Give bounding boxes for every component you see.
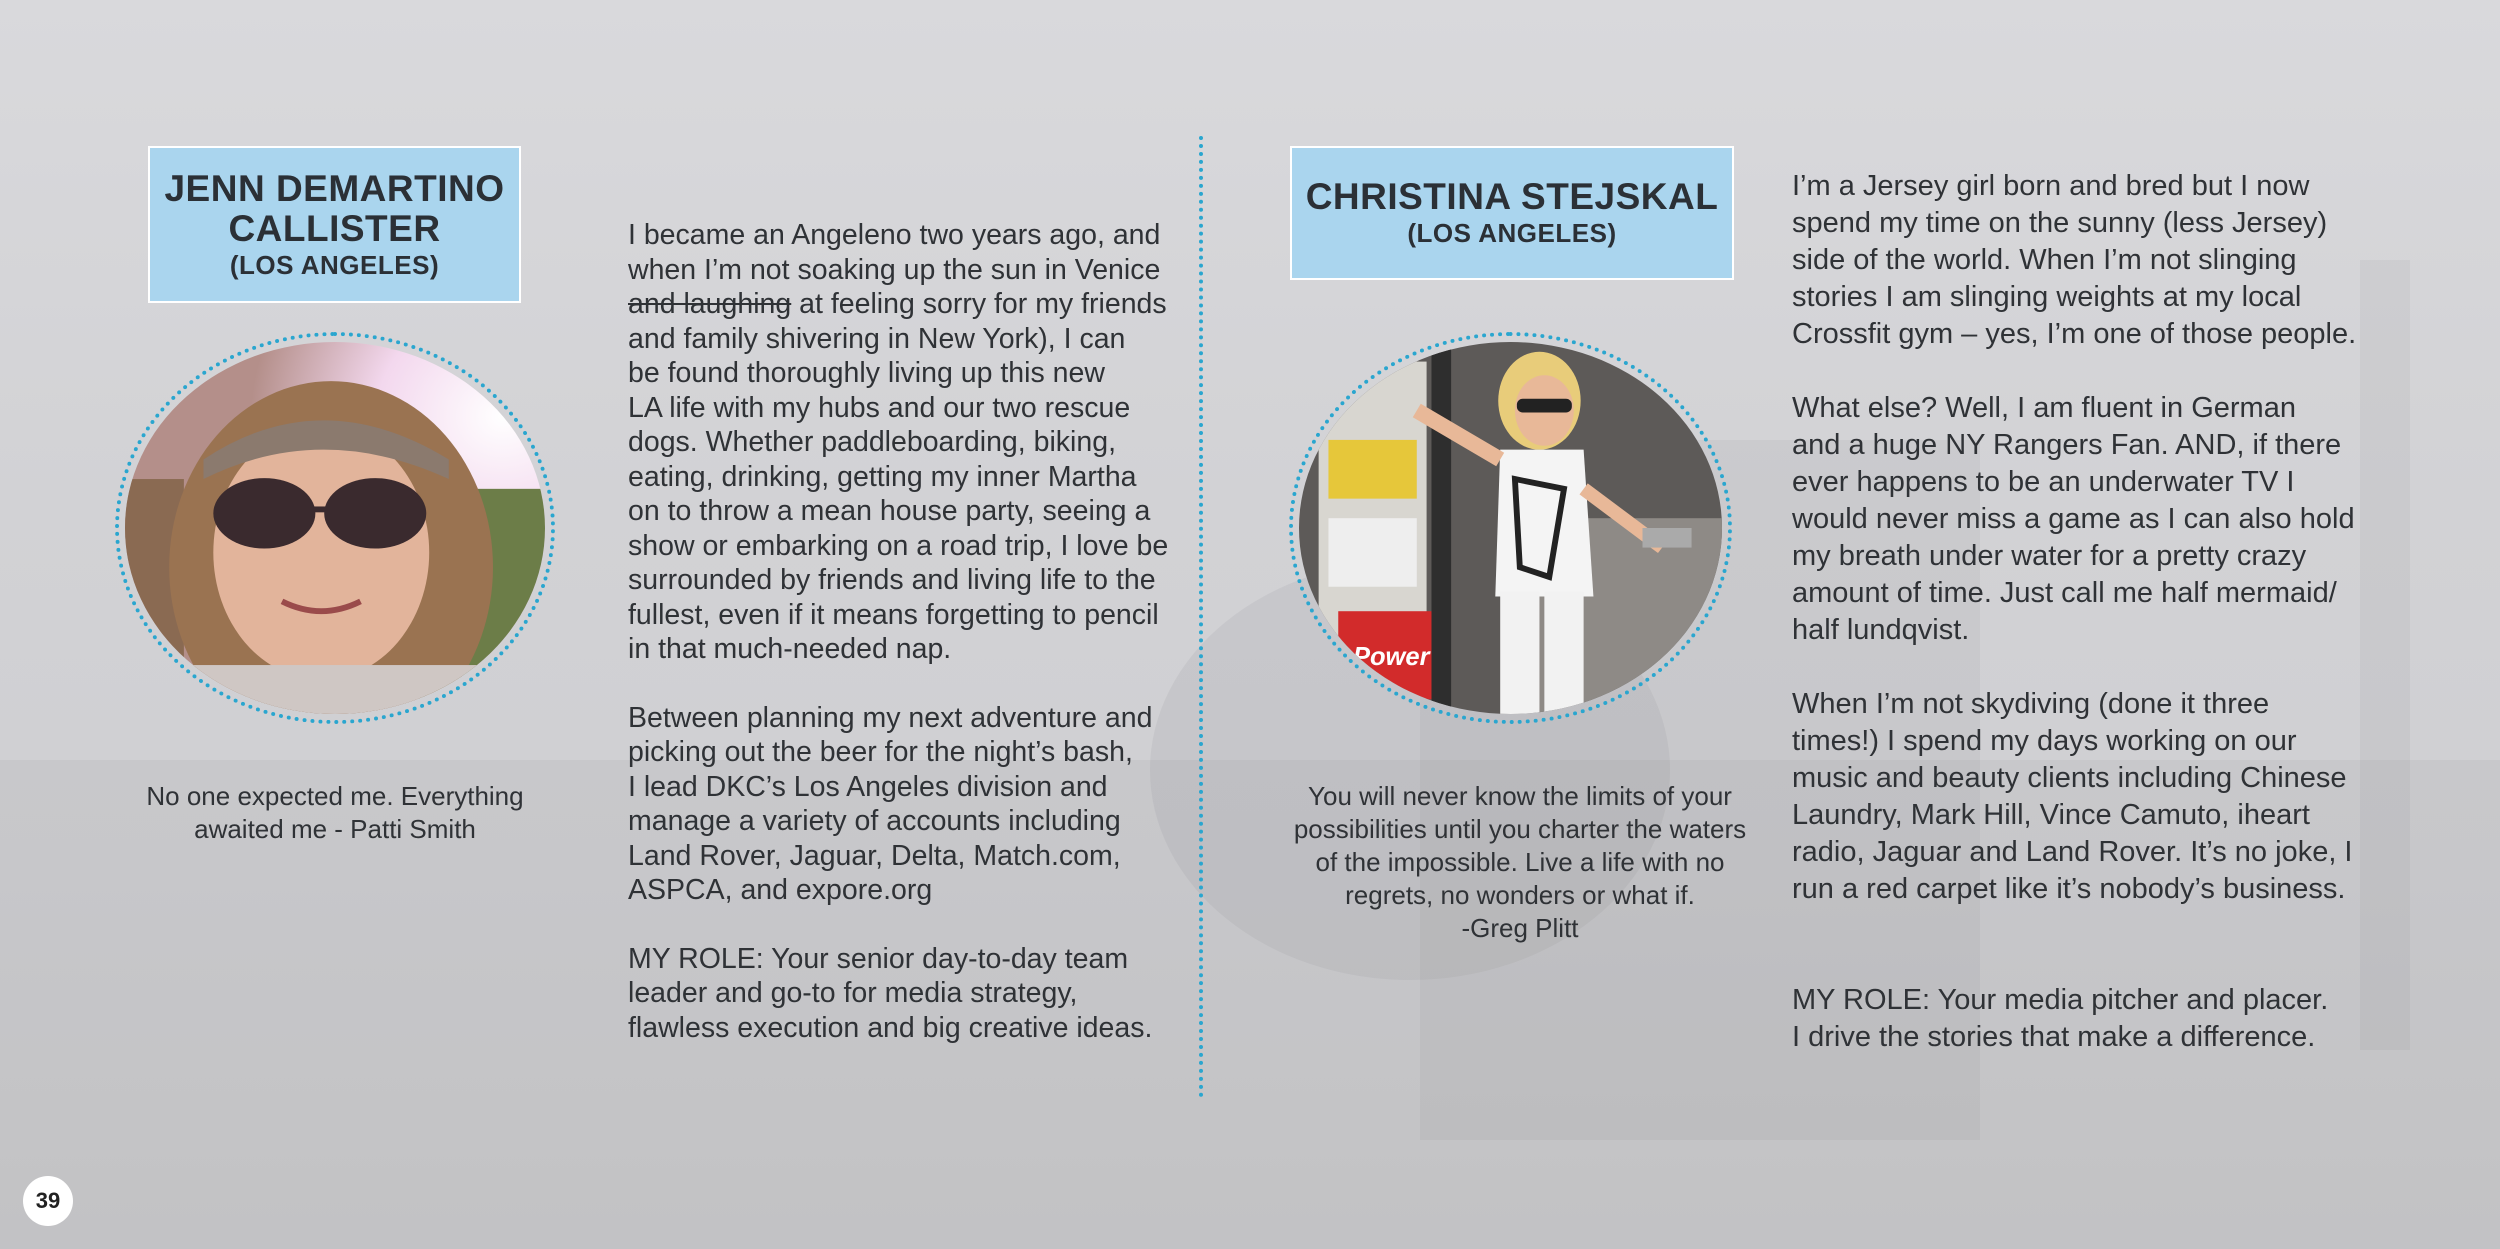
quote-line: of the impossible. Live a life with no: [1315, 847, 1725, 877]
bio-line: would never miss a game as I can also hold: [1792, 503, 2355, 535]
bio-line: dogs. Whether paddleboarding, biking,: [628, 426, 1116, 458]
right-bio-paragraph-3: [1792, 686, 2392, 908]
bio-line: When I’m not skydiving (done it three: [1792, 688, 2270, 720]
bio-line: my breath under water for a pretty crazy: [1792, 540, 2307, 572]
pump-label: Power: [1352, 643, 1430, 672]
role-line: MY ROLE: Your media pitcher and placer.: [1792, 984, 2329, 1016]
bio-line: show or embarking on a road trip, I love be: [628, 529, 1169, 562]
left-name: JENN DEMARTINO: [164, 167, 505, 209]
bio-line: spend my time on the sunny (less Jersey): [1792, 207, 2328, 239]
left-quote: [118, 780, 552, 846]
left-profile-photo-frame: [115, 332, 555, 724]
role-line: MY ROLE: Your senior day-to-day team: [628, 942, 1129, 975]
bio-line: Laundry, Mark Hill, Vince Camuto, iheart: [1792, 799, 2310, 831]
left-profile-photo: [125, 342, 545, 714]
right-location: (LOS ANGELES): [1407, 218, 1617, 248]
bio-line: on to throw a mean house party, seeing a: [628, 495, 1151, 527]
bio-line: ever happens to be an underwater TV I: [1792, 466, 2295, 498]
bio-line-rest: at feeling sorry for my friends: [799, 288, 1167, 320]
right-bio-paragraph-1: [1792, 168, 2392, 353]
left-bio-paragraph-1: [628, 218, 1188, 667]
left-name-line2: CALLISTER: [228, 207, 441, 249]
bio-line: surrounded by friends and living life to the: [628, 564, 1156, 596]
left-name-box: [148, 146, 521, 303]
bio-line: radio, Jaguar and Land Rover. It’s no joke, I: [1792, 836, 2353, 868]
bio-line: picking out the beer for the night’s bash,: [628, 736, 1133, 768]
bio-line: Crossfit gym – yes, I’m one of those people.: [1792, 318, 2357, 350]
quote-line: -Greg Plitt: [1461, 913, 1579, 943]
left-bio-paragraph-2: [628, 701, 1188, 908]
bio-line: music and beauty clients including Chinese: [1792, 762, 2347, 794]
role-line: I drive the stories that make a difference.: [1792, 1021, 2316, 1053]
bio-line: half lundqvist.: [1792, 614, 1970, 646]
bio-line: and family shivering in New York), I can: [628, 322, 1126, 355]
quote-line: possibilities until you charter the waters: [1293, 814, 1747, 844]
bio-line: manage a variety of accounts including: [628, 805, 1121, 837]
left-location: (LOS ANGELES): [229, 249, 440, 280]
bio-line: What else? Well, I am fluent in German: [1792, 392, 2296, 424]
bio-line: ASPCA, and expore.org: [628, 874, 933, 906]
role-line: flawless execution and big creative ideas.: [628, 1011, 1153, 1044]
bio-line: when I’m not soaking up the sun in Venice: [628, 253, 1161, 286]
bio-line: Land Rover, Jaguar, Delta, Match.com,: [628, 839, 1121, 872]
right-bio: [1792, 168, 2392, 1056]
struck-text: and laughing: [628, 288, 792, 320]
bio-line: [628, 287, 1188, 322]
bio-line: I became an Angeleno two years ago, and: [628, 219, 1161, 251]
bio-line: run a red carpet like it’s nobody’s business.: [1792, 873, 2346, 905]
right-profile-photo: [1299, 342, 1722, 714]
quote-line: No one expected me. Everything: [146, 781, 524, 811]
page-number: 39: [23, 1176, 73, 1226]
bio-line: eating, drinking, getting my inner Martha: [628, 460, 1137, 493]
bio-line: fullest, even if it means forgetting to pencil: [628, 598, 1159, 631]
bio-line: side of the world. When I’m not slinging: [1792, 244, 2297, 276]
left-role: [628, 942, 1188, 1046]
bio-line: LA life with my hubs and our two rescue: [628, 391, 1131, 424]
quote-line: regrets, no wonders or what if.: [1345, 880, 1695, 910]
left-bio: [628, 218, 1188, 1045]
role-line: leader and go-to for media strategy,: [628, 977, 1078, 1009]
right-quote: [1272, 780, 1768, 945]
right-role: [1792, 982, 2392, 1056]
right-name: CHRISTINA STEJSKAL: [1305, 176, 1719, 217]
bio-line: be found thoroughly living up this new: [628, 357, 1105, 389]
right-bio-paragraph-2: [1792, 390, 2392, 649]
bio-line: stories I am slinging weights at my local: [1792, 281, 2302, 313]
bio-line: amount of time. Just call me half mermaid/: [1792, 577, 2337, 609]
bio-line: times!) I spend my days working on our: [1792, 725, 2297, 757]
center-divider: [1199, 136, 1203, 1098]
right-name-box: [1290, 146, 1734, 280]
bio-line: Between planning my next adventure and: [628, 701, 1153, 734]
quote-line: You will never know the limits of your: [1308, 781, 1732, 811]
bio-line: in that much-needed nap.: [628, 633, 952, 665]
bio-line: I lead DKC’s Los Angeles division and: [628, 770, 1108, 803]
right-profile-photo-frame: [1289, 332, 1732, 724]
bio-line: I’m a Jersey girl born and bred but I now: [1792, 170, 2310, 202]
bio-line: and a huge NY Rangers Fan. AND, if there: [1792, 429, 2342, 461]
quote-line: awaited me - Patti Smith: [194, 814, 476, 844]
